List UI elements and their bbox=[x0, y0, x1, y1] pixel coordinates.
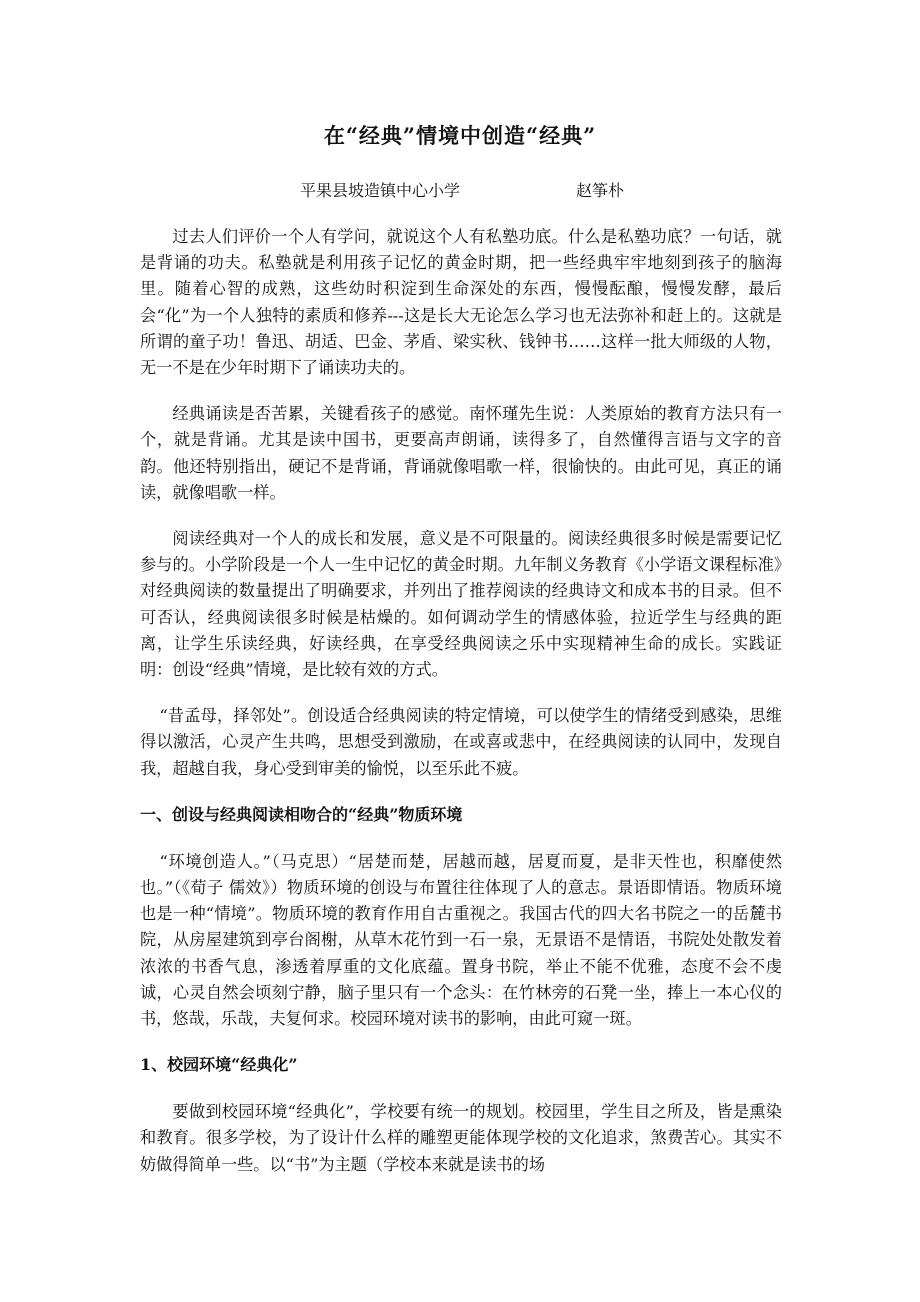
paragraph: 要做到校园环境“经典化”，学校要有统一的规划。校园里，学生目之所及，皆是熏染和教育。很多学校，为了设计什么样的雕塑更能体现学校的文化追求，煞费苦心。其实不妨做得简单一些。以“书”为主题（学校本来就是读书的场 bbox=[140, 1102, 782, 1174]
paragraph: 阅读经典对一个人的成长和发展，意义是不可限量的。阅读经典很多时候是需要记忆参与的。小学阶段是一个人一生中记忆的黄金时期。九年制义务教育《小学语文课程标准》对经典阅读的数量提出了明确要求，并列出了推荐阅读的经典诗文和成本书的目录。但不可否认，经典阅读很多时候是枯燥的。如何调动学生的情感体验，拉近学生与经典的距离，让学生乐读经典，好读经典，在享受经典阅读之乐中实现精神生命的成长。实践证明：创设“经典”情境，是比较有效的方式。 bbox=[140, 529, 782, 680]
paragraph: “环境创造人。”（马克思）“居楚而楚，居越而越，居夏而夏，是非天性也，积靡使然也。”（《荀子 儒效》）物质环境的创设与布置往往体现了人的意志。景语即情语。物质环境也是一种“情境”。物质环境的教育作用自古重视之。我国古代的四大名书院之一的岳麓书院，从房屋建筑到亭台阁榭，从草木花竹到一石一泉，无景语不是情语，书院处处散发着浓浓的书香气息，渗透着厚重的文化底蕴。置身书院，举止不能不优雅，态度不会不虔诚，心灵自然会顷刻宁静，脑子里只有一个念头：在竹林旁的石凳一坐，捧上一本心仪的书，悠哉，乐哉，夫复何求。校园环境对读书的影响，由此可窥一斑。 bbox=[140, 851, 782, 1029]
paragraph: “昔孟母，择邻处”。创设适合经典阅读的特定情境，可以使学生的情绪受到感染，思维得以激活，心灵产生共鸣，思想受到激励，在或喜或悲中，在经典阅读的认同中，发现自我，超越自我，身心受到审美的愉悦，以至乐此不疲。 bbox=[140, 706, 782, 778]
section-heading: 一、创设与经典阅读相吻合的“经典”物质环境 bbox=[140, 804, 463, 824]
document-body bbox=[140, 224, 782, 1198]
author-name: 赵筝朴 bbox=[576, 181, 625, 200]
school-name: 平果县坡造镇中心小学 bbox=[300, 181, 461, 200]
subsection-heading: 1、校园环境“经典化” bbox=[140, 1055, 298, 1075]
document-title: 在“经典”情境中创造“经典” bbox=[323, 123, 597, 148]
paragraph: 经典诵读是否苦累，关键看孩子的感觉。南怀瑾先生说：人类原始的教育方法只有一个，就是背诵。尤其是读中国书，更要高声朗诵，读得多了，自然懂得言语与文字的音韵。他还特别指出，硬记不是背诵，背诵就像唱歌一样，很愉快的。由此可见，真正的诵读，就像唱歌一样。 bbox=[140, 404, 782, 502]
paragraph: 过去人们评价一个人有学问，就说这个人有私塾功底。什么是私塾功底？一句话，就是背诵的功夫。私塾就是利用孩子记忆的黄金时期，把一些经典牢牢地刻到孩子的脑海里。随着心智的成熟，这些幼时积淀到生命深处的东西，慢慢酝酿，慢慢发酵，最后会“化”为一个人独特的素质和修养---这是长大无论怎么学习也无法弥补和赶上的。这就是所谓的童子功！鲁迅、胡适、巴金、茅盾、梁实秋、钱钟书……这样一批大师级的人物，无一不是在少年时期下了诵读功夫的。 bbox=[140, 227, 782, 378]
